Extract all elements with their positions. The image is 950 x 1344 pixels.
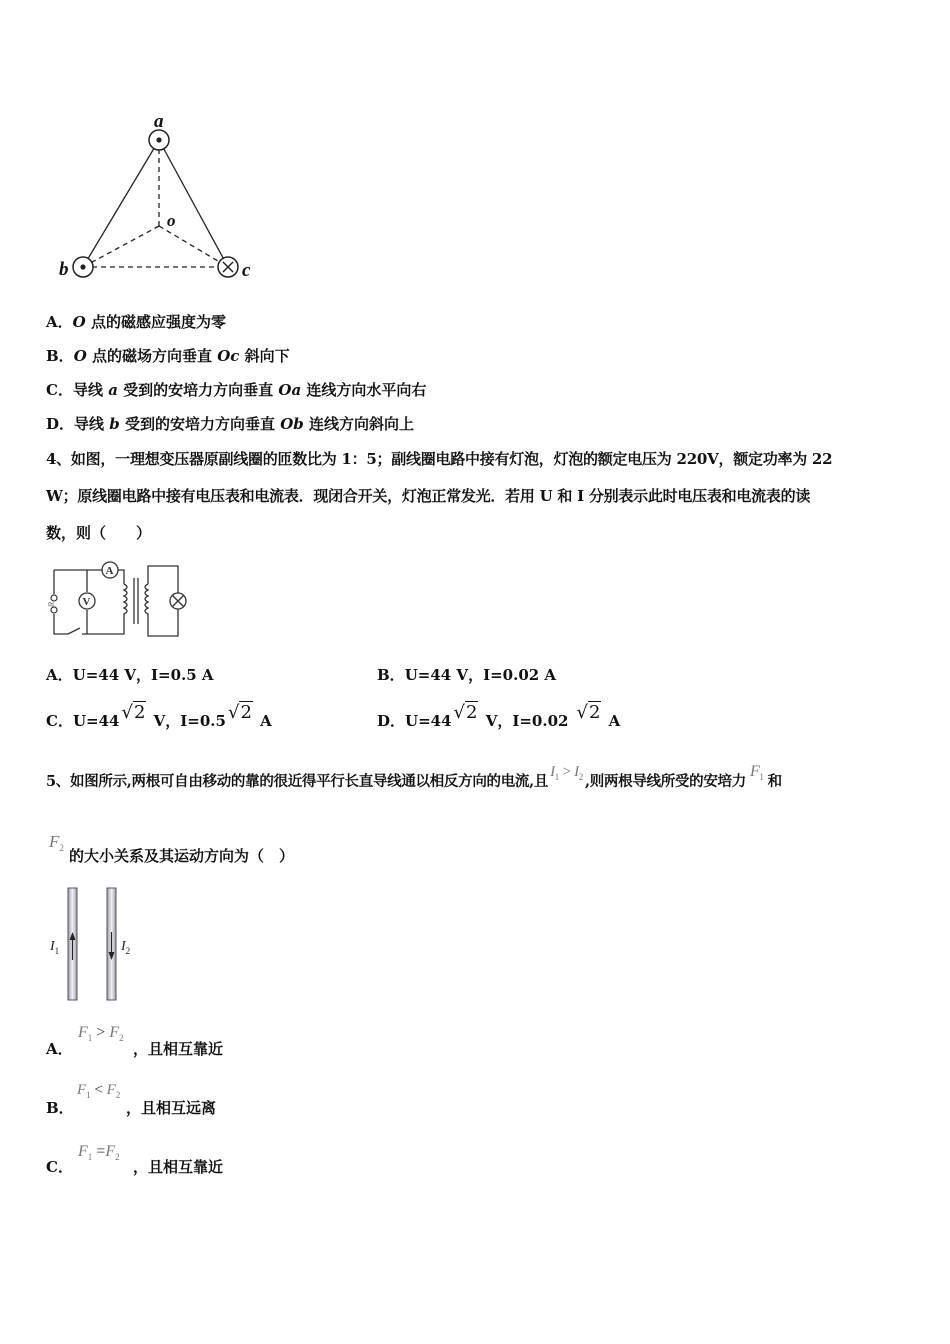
- q5-option-c-text: ，且相互靠近: [133, 1158, 224, 1176]
- q3-option-a: A．O 点的磁感应强度为零: [46, 313, 226, 331]
- q4-option-c: C．U=44 √2 V，I=0.5 √2 A: [46, 702, 272, 730]
- lamp-icon: [170, 593, 186, 609]
- label-c: c: [242, 260, 251, 281]
- ammeter-icon: [102, 562, 118, 578]
- label-a: a: [154, 111, 164, 132]
- label-i2: $I_2$: [121, 939, 131, 956]
- sqrt-symbol: √2: [453, 702, 478, 723]
- q5-option-b-formula: $F_1 < F_2$: [77, 1082, 121, 1100]
- f2-symbol: $F_2$: [49, 832, 64, 853]
- q5-option-a-text: ，且相互靠近: [133, 1040, 224, 1058]
- q3-option-c: C．导线 a 受到的安培力方向垂直 Oa 连线方向水平向右: [46, 381, 427, 399]
- i1-gt-i2-formula: $I_1 > I_2$: [550, 764, 583, 782]
- wire-a-out-icon: [149, 130, 169, 150]
- triangle-wire-diagram: [50, 108, 270, 288]
- q5-stem-line2: 的大小关系及其运动方向为（ ）: [69, 847, 295, 865]
- parallel-wires-diagram: [46, 886, 146, 1006]
- svg-text:≈: ≈: [48, 599, 55, 611]
- ac-source-icon: [48, 595, 57, 613]
- sqrt-symbol: √2: [121, 702, 146, 723]
- q5-option-b-text: ，且相互远离: [126, 1099, 217, 1117]
- q4-stem-line3: 数，则（ ）: [46, 524, 152, 542]
- sqrt-symbol: √2: [227, 702, 252, 723]
- wire-b-out-icon: [73, 257, 93, 277]
- sqrt-symbol: √2: [576, 702, 601, 723]
- q3-option-b: B．O 点的磁场方向垂直 Oc 斜向下: [46, 347, 290, 365]
- q4-option-a: A．U=44 V，I=0.5 A: [46, 666, 214, 684]
- label-o: o: [167, 211, 176, 230]
- q5-option-c: C．: [46, 1158, 73, 1176]
- q5-option-a-formula: $F_1 > F_2$: [78, 1024, 124, 1043]
- label-b: b: [59, 259, 69, 280]
- q4-option-d: D．U=44 √2 V，I=0.02 √2 A: [377, 702, 621, 730]
- q4-option-b: B．U=44 V，I=0.02 A: [377, 666, 557, 684]
- q5-option-a: A．: [46, 1040, 73, 1058]
- q4-stem-line1: 4、如图，一理想变压器原副线圈的匝数比为 1：5；副线圈电路中接有灯泡，灯泡的额定电压为 220V，额定功率为 22: [46, 450, 833, 468]
- svg-text:V: V: [82, 596, 91, 608]
- q5-option-b: B．: [46, 1099, 74, 1117]
- q4-stem-line2: W；原线圈电路中接有电压表和电流表．现闭合开关，灯泡正常发光．若用 U 和 I 分别表示此时电压表和电流表的读: [46, 487, 811, 505]
- voltmeter-icon: [79, 593, 95, 609]
- svg-text:A: A: [105, 565, 114, 577]
- transformer-circuit-diagram: [44, 556, 190, 644]
- q5-option-c-formula: $F_1 =F_2$: [78, 1143, 120, 1162]
- q3-option-d: D．导线 b 受到的安培力方向垂直 Ob 连线方向斜向上: [46, 415, 414, 433]
- f1-symbol: $F_1$: [749, 763, 764, 782]
- label-i1: $I_1$: [50, 939, 60, 956]
- wire-c-in-icon: [218, 257, 238, 277]
- q5-stem-line1: 5、如图所示,两根可自由移动的靠的很近得平行长直导线通以相反方向的电流,且$I_1 > I_2$ ,则两根导线所受的安培力$F_1$ 和: [46, 763, 782, 790]
